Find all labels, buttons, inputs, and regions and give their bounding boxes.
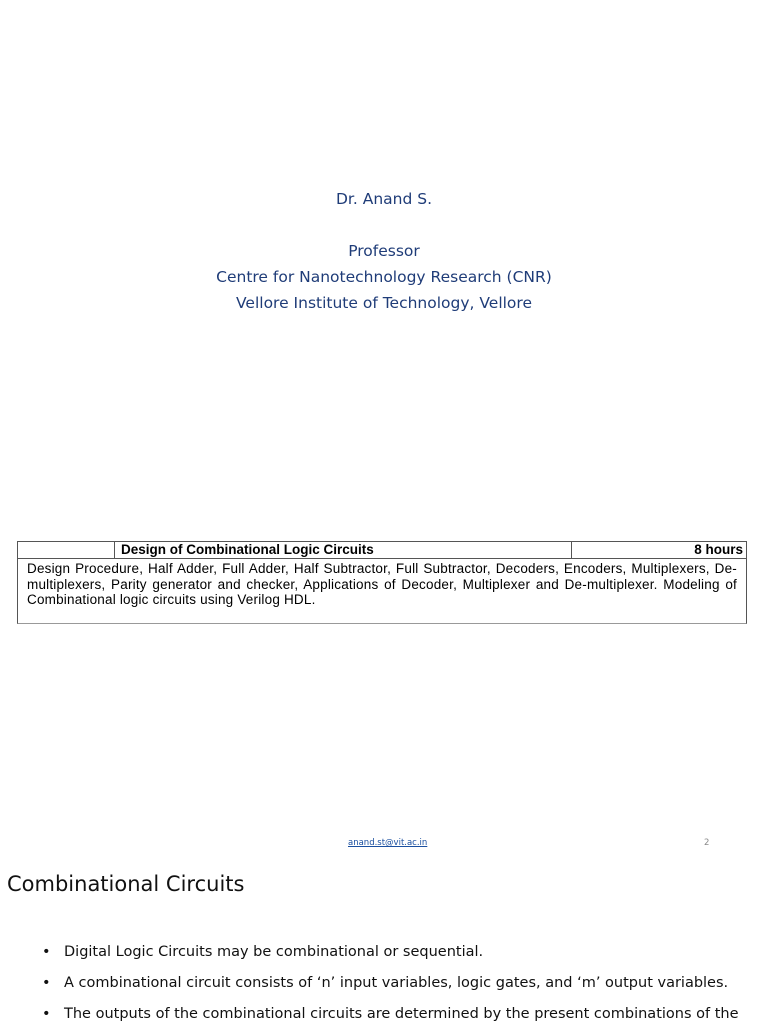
author-name: Dr. Anand S. (335, 190, 433, 208)
bullet-text: A combinational circuit consists of ‘n’ input variables, logic gates, and ‘m’ output variables. (64, 975, 729, 991)
list-item (0, 975, 768, 999)
syllabus-header-row (18, 542, 746, 559)
syllabus-hours: 8 hours (694, 542, 743, 557)
author-institution: Vellore Institute of Technology, Vellore (236, 294, 532, 312)
bullet-glyph: • (42, 944, 51, 960)
bullet-glyph: • (42, 975, 51, 991)
slide-title: Combinational Circuits (7, 872, 245, 896)
syllabus-description: Design Procedure, Half Adder, Full Adder, Half Subtractor, Full Subtractor, Decoders, Encoders, Multiplexers, De-multiplexers, Parity generator and checker, Applications of Decoder, Multiplexer and De-multiplexer. Modeling of Combinational logic circuits using Verilog HDL. (27, 561, 737, 607)
page-number: 2 (704, 838, 710, 848)
bullet-text: The outputs of the combinational circuits are determined by the present combinations of the (64, 1006, 739, 1022)
author-department: Centre for Nanotechnology Research (CNR) (216, 268, 552, 286)
syllabus-code-cell (18, 542, 115, 558)
list-item (0, 1006, 768, 1030)
footer-email-link[interactable]: anand.st@vit.ac.in (348, 838, 428, 848)
syllabus-table (17, 541, 747, 624)
syllabus-module-title: Design of Combinational Logic Circuits (115, 542, 572, 558)
bullet-text: Digital Logic Circuits may be combinational or sequential. (64, 944, 484, 960)
author-title: Professor (348, 242, 420, 260)
list-item (0, 944, 768, 968)
bullet-glyph: • (42, 1006, 51, 1022)
